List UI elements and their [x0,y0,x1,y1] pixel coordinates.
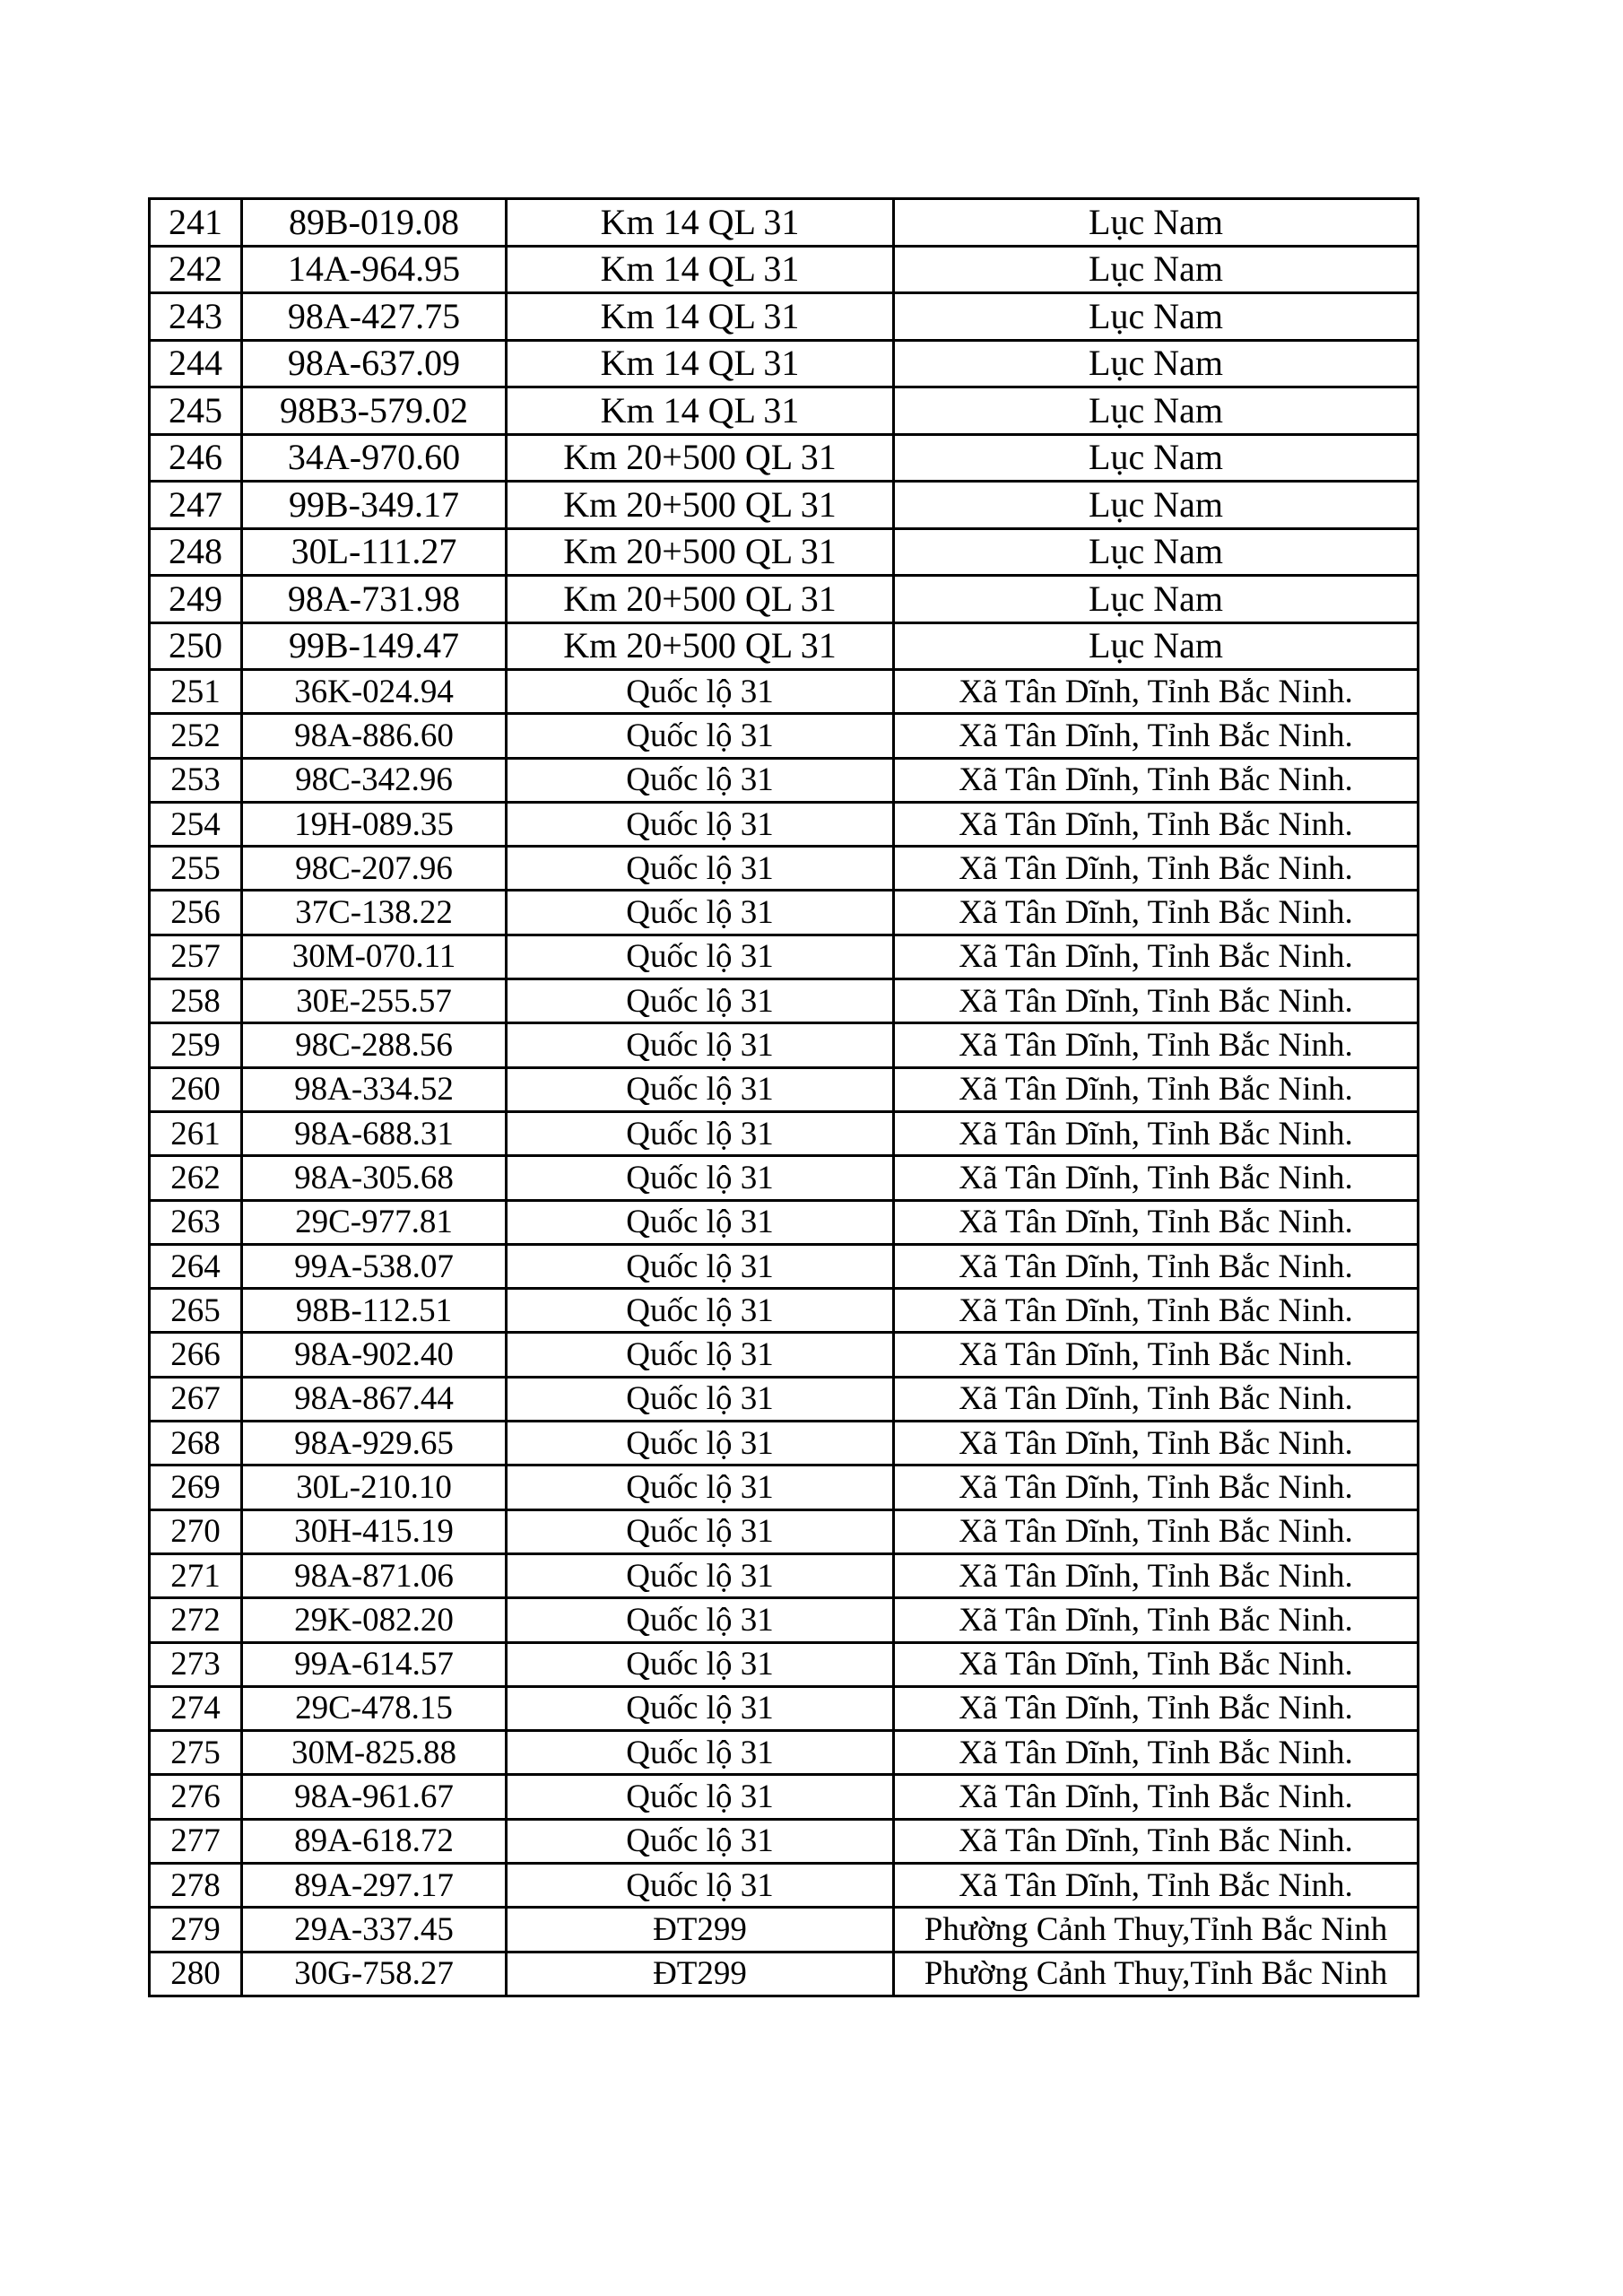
license-plate-cell: 29A-337.45 [242,1908,507,1952]
table-row [150,622,1419,670]
unit-cell: Lục Nam [894,199,1419,247]
row-number-cell: 269 [150,1465,242,1509]
license-plate-cell: 98C-342.96 [242,758,507,802]
location-cell: Quốc lộ 31 [507,714,894,758]
row-number-cell: 241 [150,199,242,247]
table-row [150,714,1419,758]
license-plate-cell: 30E-255.57 [242,979,507,1023]
license-plate-cell: 98A-637.09 [242,340,507,387]
table-row [150,1952,1419,1996]
table-row [150,482,1419,529]
location-cell: Quốc lộ 31 [507,1465,894,1509]
license-plate-cell: 98A-427.75 [242,293,507,341]
unit-cell: Xã Tân Dĩnh, Tỉnh Bắc Ninh. [894,670,1419,714]
unit-cell: Xã Tân Dĩnh, Tỉnh Bắc Ninh. [894,1598,1419,1642]
row-number-cell: 268 [150,1422,242,1465]
location-cell: Quốc lộ 31 [507,1509,894,1553]
license-plate-cell: 37C-138.22 [242,891,507,935]
unit-cell: Xã Tân Dĩnh, Tỉnh Bắc Ninh. [894,1819,1419,1863]
table-row [150,1333,1419,1377]
row-number-cell: 260 [150,1067,242,1111]
location-cell: Quốc lộ 31 [507,1422,894,1465]
license-plate-cell: 98A-688.31 [242,1111,507,1155]
license-plate-cell: 34A-970.60 [242,434,507,482]
table-row [150,1289,1419,1333]
license-plate-cell: 29K-082.20 [242,1598,507,1642]
table-row [150,758,1419,802]
row-number-cell: 263 [150,1200,242,1244]
row-number-cell: 255 [150,847,242,891]
unit-cell: Lục Nam [894,387,1419,435]
row-number-cell: 264 [150,1244,242,1288]
location-cell: ĐT299 [507,1908,894,1952]
table-row [150,1377,1419,1421]
row-number-cell: 276 [150,1775,242,1819]
row-number-cell: 247 [150,482,242,529]
unit-cell: Xã Tân Dĩnh, Tỉnh Bắc Ninh. [894,1023,1419,1067]
row-number-cell: 261 [150,1111,242,1155]
row-number-cell: 259 [150,1023,242,1067]
table-row [150,1023,1419,1067]
license-plate-cell: 99B-149.47 [242,622,507,670]
license-plate-cell: 98C-207.96 [242,847,507,891]
row-number-cell: 256 [150,891,242,935]
violations-table [148,197,1419,1997]
table-row [150,1819,1419,1863]
row-number-cell: 265 [150,1289,242,1333]
table-row [150,387,1419,435]
table-row [150,340,1419,387]
location-cell: Quốc lộ 31 [507,670,894,714]
row-number-cell: 250 [150,622,242,670]
license-plate-cell: 98A-305.68 [242,1156,507,1200]
table-row [150,979,1419,1023]
license-plate-cell: 99B-349.17 [242,482,507,529]
table-row [150,670,1419,714]
unit-cell: Xã Tân Dĩnh, Tỉnh Bắc Ninh. [894,1686,1419,1730]
location-cell: Km 14 QL 31 [507,246,894,293]
license-plate-cell: 98A-902.40 [242,1333,507,1377]
row-number-cell: 243 [150,293,242,341]
location-cell: Quốc lộ 31 [507,891,894,935]
table-row [150,1775,1419,1819]
license-plate-cell: 98B-112.51 [242,1289,507,1333]
license-plate-cell: 98A-929.65 [242,1422,507,1465]
unit-cell: Xã Tân Dĩnh, Tỉnh Bắc Ninh. [894,1642,1419,1686]
location-cell: Quốc lộ 31 [507,1244,894,1288]
location-cell: Quốc lộ 31 [507,1156,894,1200]
table-row [150,1509,1419,1553]
license-plate-cell: 98A-871.06 [242,1553,507,1597]
license-plate-cell: 98A-731.98 [242,576,507,623]
table-row [150,1864,1419,1908]
license-plate-cell: 89A-297.17 [242,1864,507,1908]
license-plate-cell: 30L-210.10 [242,1465,507,1509]
location-cell: Quốc lộ 31 [507,1289,894,1333]
unit-cell: Xã Tân Dĩnh, Tỉnh Bắc Ninh. [894,1864,1419,1908]
license-plate-cell: 99A-614.57 [242,1642,507,1686]
row-number-cell: 253 [150,758,242,802]
row-number-cell: 279 [150,1908,242,1952]
row-number-cell: 244 [150,340,242,387]
location-cell: Quốc lộ 31 [507,1686,894,1730]
row-number-cell: 271 [150,1553,242,1597]
unit-cell: Lục Nam [894,293,1419,341]
location-cell: Km 20+500 QL 31 [507,622,894,670]
license-plate-cell: 98C-288.56 [242,1023,507,1067]
location-cell: Quốc lộ 31 [507,1598,894,1642]
row-number-cell: 270 [150,1509,242,1553]
table-row [150,199,1419,247]
unit-cell: Xã Tân Dĩnh, Tỉnh Bắc Ninh. [894,1289,1419,1333]
row-number-cell: 248 [150,528,242,576]
unit-cell: Lục Nam [894,622,1419,670]
table-row [150,1465,1419,1509]
unit-cell: Xã Tân Dĩnh, Tỉnh Bắc Ninh. [894,1465,1419,1509]
location-cell: Quốc lộ 31 [507,1819,894,1863]
row-number-cell: 275 [150,1731,242,1775]
location-cell: Km 20+500 QL 31 [507,482,894,529]
table-row [150,246,1419,293]
row-number-cell: 246 [150,434,242,482]
row-number-cell: 251 [150,670,242,714]
license-plate-cell: 14A-964.95 [242,246,507,293]
location-cell: Quốc lộ 31 [507,1111,894,1155]
unit-cell: Xã Tân Dĩnh, Tỉnh Bắc Ninh. [894,1509,1419,1553]
table-row [150,1553,1419,1597]
license-plate-cell: 30M-825.88 [242,1731,507,1775]
unit-cell: Xã Tân Dĩnh, Tỉnh Bắc Ninh. [894,714,1419,758]
location-cell: Quốc lộ 31 [507,1864,894,1908]
row-number-cell: 257 [150,935,242,978]
unit-cell: Lục Nam [894,528,1419,576]
table-row [150,1111,1419,1155]
unit-cell: Xã Tân Dĩnh, Tỉnh Bắc Ninh. [894,1731,1419,1775]
unit-cell: Xã Tân Dĩnh, Tỉnh Bắc Ninh. [894,1333,1419,1377]
location-cell: Km 14 QL 31 [507,340,894,387]
location-cell: Quốc lộ 31 [507,1553,894,1597]
unit-cell: Xã Tân Dĩnh, Tỉnh Bắc Ninh. [894,935,1419,978]
license-plate-cell: 30M-070.11 [242,935,507,978]
license-plate-cell: 30H-415.19 [242,1509,507,1553]
unit-cell: Xã Tân Dĩnh, Tỉnh Bắc Ninh. [894,847,1419,891]
license-plate-cell: 29C-977.81 [242,1200,507,1244]
row-number-cell: 266 [150,1333,242,1377]
row-number-cell: 277 [150,1819,242,1863]
license-plate-cell: 98A-961.67 [242,1775,507,1819]
row-number-cell: 273 [150,1642,242,1686]
location-cell: Quốc lộ 31 [507,1023,894,1067]
license-plate-cell: 98A-886.60 [242,714,507,758]
table-row [150,434,1419,482]
row-number-cell: 280 [150,1952,242,1996]
unit-cell: Xã Tân Dĩnh, Tỉnh Bắc Ninh. [894,1067,1419,1111]
license-plate-cell: 99A-538.07 [242,1244,507,1288]
table-row [150,1244,1419,1288]
table-row [150,528,1419,576]
unit-cell: Xã Tân Dĩnh, Tỉnh Bắc Ninh. [894,1156,1419,1200]
table-row [150,935,1419,978]
table-row [150,1200,1419,1244]
table-row [150,576,1419,623]
unit-cell: Xã Tân Dĩnh, Tỉnh Bắc Ninh. [894,1200,1419,1244]
table-row [150,802,1419,846]
table-row [150,1686,1419,1730]
location-cell: Quốc lộ 31 [507,1775,894,1819]
license-plate-cell: 19H-089.35 [242,802,507,846]
location-cell: ĐT299 [507,1952,894,1996]
unit-cell: Phường Cảnh Thuy,Tỉnh Bắc Ninh [894,1952,1419,1996]
location-cell: Quốc lộ 31 [507,979,894,1023]
unit-cell: Xã Tân Dĩnh, Tỉnh Bắc Ninh. [894,891,1419,935]
license-plate-cell: 98B3-579.02 [242,387,507,435]
row-number-cell: 249 [150,576,242,623]
location-cell: Km 20+500 QL 31 [507,576,894,623]
unit-cell: Xã Tân Dĩnh, Tỉnh Bắc Ninh. [894,979,1419,1023]
unit-cell: Lục Nam [894,434,1419,482]
license-plate-cell: 30L-111.27 [242,528,507,576]
license-plate-cell: 98A-867.44 [242,1377,507,1421]
unit-cell: Lục Nam [894,482,1419,529]
location-cell: Quốc lộ 31 [507,1333,894,1377]
row-number-cell: 245 [150,387,242,435]
location-cell: Km 14 QL 31 [507,293,894,341]
unit-cell: Lục Nam [894,340,1419,387]
location-cell: Quốc lộ 31 [507,1200,894,1244]
row-number-cell: 272 [150,1598,242,1642]
unit-cell: Lục Nam [894,246,1419,293]
location-cell: Km 14 QL 31 [507,199,894,247]
table-row [150,1642,1419,1686]
row-number-cell: 242 [150,246,242,293]
location-cell: Km 20+500 QL 31 [507,528,894,576]
location-cell: Quốc lộ 31 [507,935,894,978]
location-cell: Km 20+500 QL 31 [507,434,894,482]
unit-cell: Xã Tân Dĩnh, Tỉnh Bắc Ninh. [894,1244,1419,1288]
table-row [150,1908,1419,1952]
license-plate-cell: 89B-019.08 [242,199,507,247]
license-plate-cell: 98A-334.52 [242,1067,507,1111]
location-cell: Quốc lộ 31 [507,758,894,802]
location-cell: Quốc lộ 31 [507,1731,894,1775]
row-number-cell: 254 [150,802,242,846]
row-number-cell: 258 [150,979,242,1023]
table-row [150,1731,1419,1775]
location-cell: Quốc lộ 31 [507,1377,894,1421]
location-cell: Quốc lộ 31 [507,1067,894,1111]
row-number-cell: 252 [150,714,242,758]
table-row [150,847,1419,891]
row-number-cell: 278 [150,1864,242,1908]
table-row [150,1598,1419,1642]
unit-cell: Xã Tân Dĩnh, Tỉnh Bắc Ninh. [894,1553,1419,1597]
table-body [150,199,1419,1996]
location-cell: Quốc lộ 31 [507,802,894,846]
unit-cell: Xã Tân Dĩnh, Tỉnh Bắc Ninh. [894,1775,1419,1819]
table-row [150,1067,1419,1111]
location-cell: Quốc lộ 31 [507,847,894,891]
unit-cell: Xã Tân Dĩnh, Tỉnh Bắc Ninh. [894,1111,1419,1155]
row-number-cell: 274 [150,1686,242,1730]
table-row [150,891,1419,935]
unit-cell: Xã Tân Dĩnh, Tỉnh Bắc Ninh. [894,1422,1419,1465]
row-number-cell: 267 [150,1377,242,1421]
table-row [150,1156,1419,1200]
unit-cell: Xã Tân Dĩnh, Tỉnh Bắc Ninh. [894,802,1419,846]
license-plate-cell: 29C-478.15 [242,1686,507,1730]
table-row [150,293,1419,341]
unit-cell: Xã Tân Dĩnh, Tỉnh Bắc Ninh. [894,758,1419,802]
unit-cell: Phường Cảnh Thuy,Tỉnh Bắc Ninh [894,1908,1419,1952]
table-row [150,1422,1419,1465]
license-plate-cell: 30G-758.27 [242,1952,507,1996]
location-cell: Km 14 QL 31 [507,387,894,435]
location-cell: Quốc lộ 31 [507,1642,894,1686]
unit-cell: Lục Nam [894,576,1419,623]
license-plate-cell: 89A-618.72 [242,1819,507,1863]
unit-cell: Xã Tân Dĩnh, Tỉnh Bắc Ninh. [894,1377,1419,1421]
license-plate-cell: 36K-024.94 [242,670,507,714]
row-number-cell: 262 [150,1156,242,1200]
